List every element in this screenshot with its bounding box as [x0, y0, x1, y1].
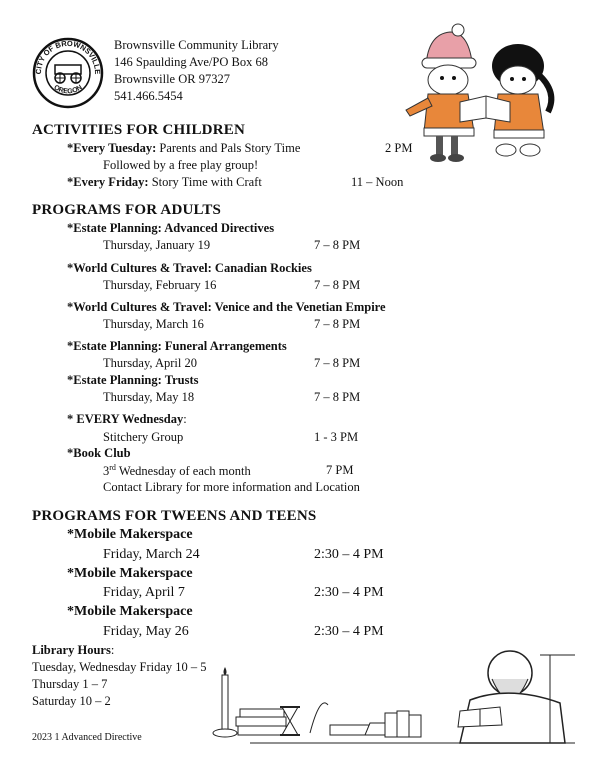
address-line1: 146 Spaulding Ave/PO Box 68 [114, 55, 268, 69]
svg-text:CITY OF BROWNSVILLE [34, 39, 102, 75]
adult-event-time: 7 – 8 PM [314, 278, 361, 292]
bookclub-day [103, 463, 251, 479]
children-reading-illustration [398, 22, 570, 167]
stitchery-group: Stitchery Group [103, 430, 184, 444]
adult-event-time: 7 – 8 PM [314, 356, 361, 370]
teen-event-date: Friday, April 7 [103, 585, 185, 600]
adult-event-date: Thursday, February 16 [103, 278, 217, 292]
tuesday-desc: Parents and Pals Story Time [156, 141, 301, 155]
adult-event-date: Thursday, March 16 [103, 317, 204, 331]
adult-event-title: *Estate Planning: Trusts [67, 373, 199, 387]
hours-line: Saturday 10 – 2 [32, 694, 111, 708]
hours-title: Library Hours [32, 643, 111, 657]
bookclub-day-rest: Wednesday of each month [115, 464, 251, 479]
wednesday-colon: : [183, 412, 187, 426]
city-seal-logo [32, 37, 104, 109]
scholar-reading-illustration [210, 645, 580, 750]
tuesday-event [67, 141, 300, 156]
adult-event-title: *Estate Planning: Funeral Arrangements [67, 339, 287, 353]
svg-text:OREGON [52, 84, 83, 95]
teen-event-title: *Mobile Makerspace [67, 566, 193, 581]
adult-event-date: Thursday, April 20 [103, 356, 197, 370]
seal-text-bottom: OREGON [52, 84, 84, 96]
hours-line: Thursday 1 – 7 [32, 677, 108, 691]
adult-event-time: 7 – 8 PM [314, 317, 361, 331]
tuesday-note: Followed by a free play group! [103, 158, 259, 172]
friday-event [67, 175, 262, 190]
section-heading-adults: PROGRAMS FOR ADULTS [32, 202, 222, 218]
footer-note: 2023 1 Advanced Directive [32, 732, 142, 743]
tuesday-time: 2 PM [385, 141, 413, 155]
section-heading-teens: PROGRAMS FOR TWEENS AND TEENS [32, 508, 317, 524]
wednesday-label: * EVERY Wednesday [67, 412, 184, 426]
adult-event-title: *Estate Planning: Advanced Directives [67, 221, 275, 235]
adult-event-time: 7 – 8 PM [314, 238, 361, 252]
bookclub-day-num: 3 [103, 464, 110, 479]
friday-label: *Every Friday: [67, 175, 149, 189]
teen-event-date: Friday, March 24 [103, 547, 200, 562]
adult-event-date: Thursday, January 19 [103, 238, 211, 252]
tuesday-label: *Every Tuesday: [67, 141, 157, 155]
adult-event-date: Thursday, May 18 [103, 390, 195, 404]
bookclub-time: 7 PM [326, 463, 354, 477]
teen-event-date: Friday, May 26 [103, 624, 189, 639]
teen-event-time: 2:30 – 4 PM [314, 547, 384, 562]
section-heading-children: ACTIVITIES FOR CHILDREN [32, 122, 245, 138]
phone-number: 541.466.5454 [114, 89, 183, 103]
seal-text-top: CITY OF BROWNSVILLE [33, 38, 103, 75]
friday-time: 11 – Noon [351, 175, 404, 189]
hours-line: Tuesday, Wednesday Friday 10 – 5 [32, 660, 207, 674]
wednesday-heading [67, 412, 187, 427]
stitchery-time: 1 - 3 PM [314, 430, 359, 444]
bookclub-day-sup: rd [109, 463, 116, 472]
bookclub-title: *Book Club [67, 446, 131, 460]
teen-event-time: 2:30 – 4 PM [314, 585, 384, 600]
hours-title-colon: : [110, 643, 115, 657]
address-line2: Brownsville OR 97327 [114, 72, 230, 86]
bookclub-contact: Contact Library for more information and Location [103, 480, 360, 494]
hours-heading [32, 643, 114, 658]
library-name: Brownsville Community Library [114, 38, 279, 52]
teen-event-title: *Mobile Makerspace [67, 527, 193, 542]
teen-event-time: 2:30 – 4 PM [314, 624, 384, 639]
adult-event-time: 7 – 8 PM [314, 390, 361, 404]
friday-desc: Story Time with Craft [148, 175, 262, 189]
adult-event-title: *World Cultures & Travel: Canadian Rockies [67, 261, 312, 275]
adult-event-title: *World Cultures & Travel: Venice and the Venetian Empire [67, 300, 386, 314]
teen-event-title: *Mobile Makerspace [67, 604, 193, 619]
